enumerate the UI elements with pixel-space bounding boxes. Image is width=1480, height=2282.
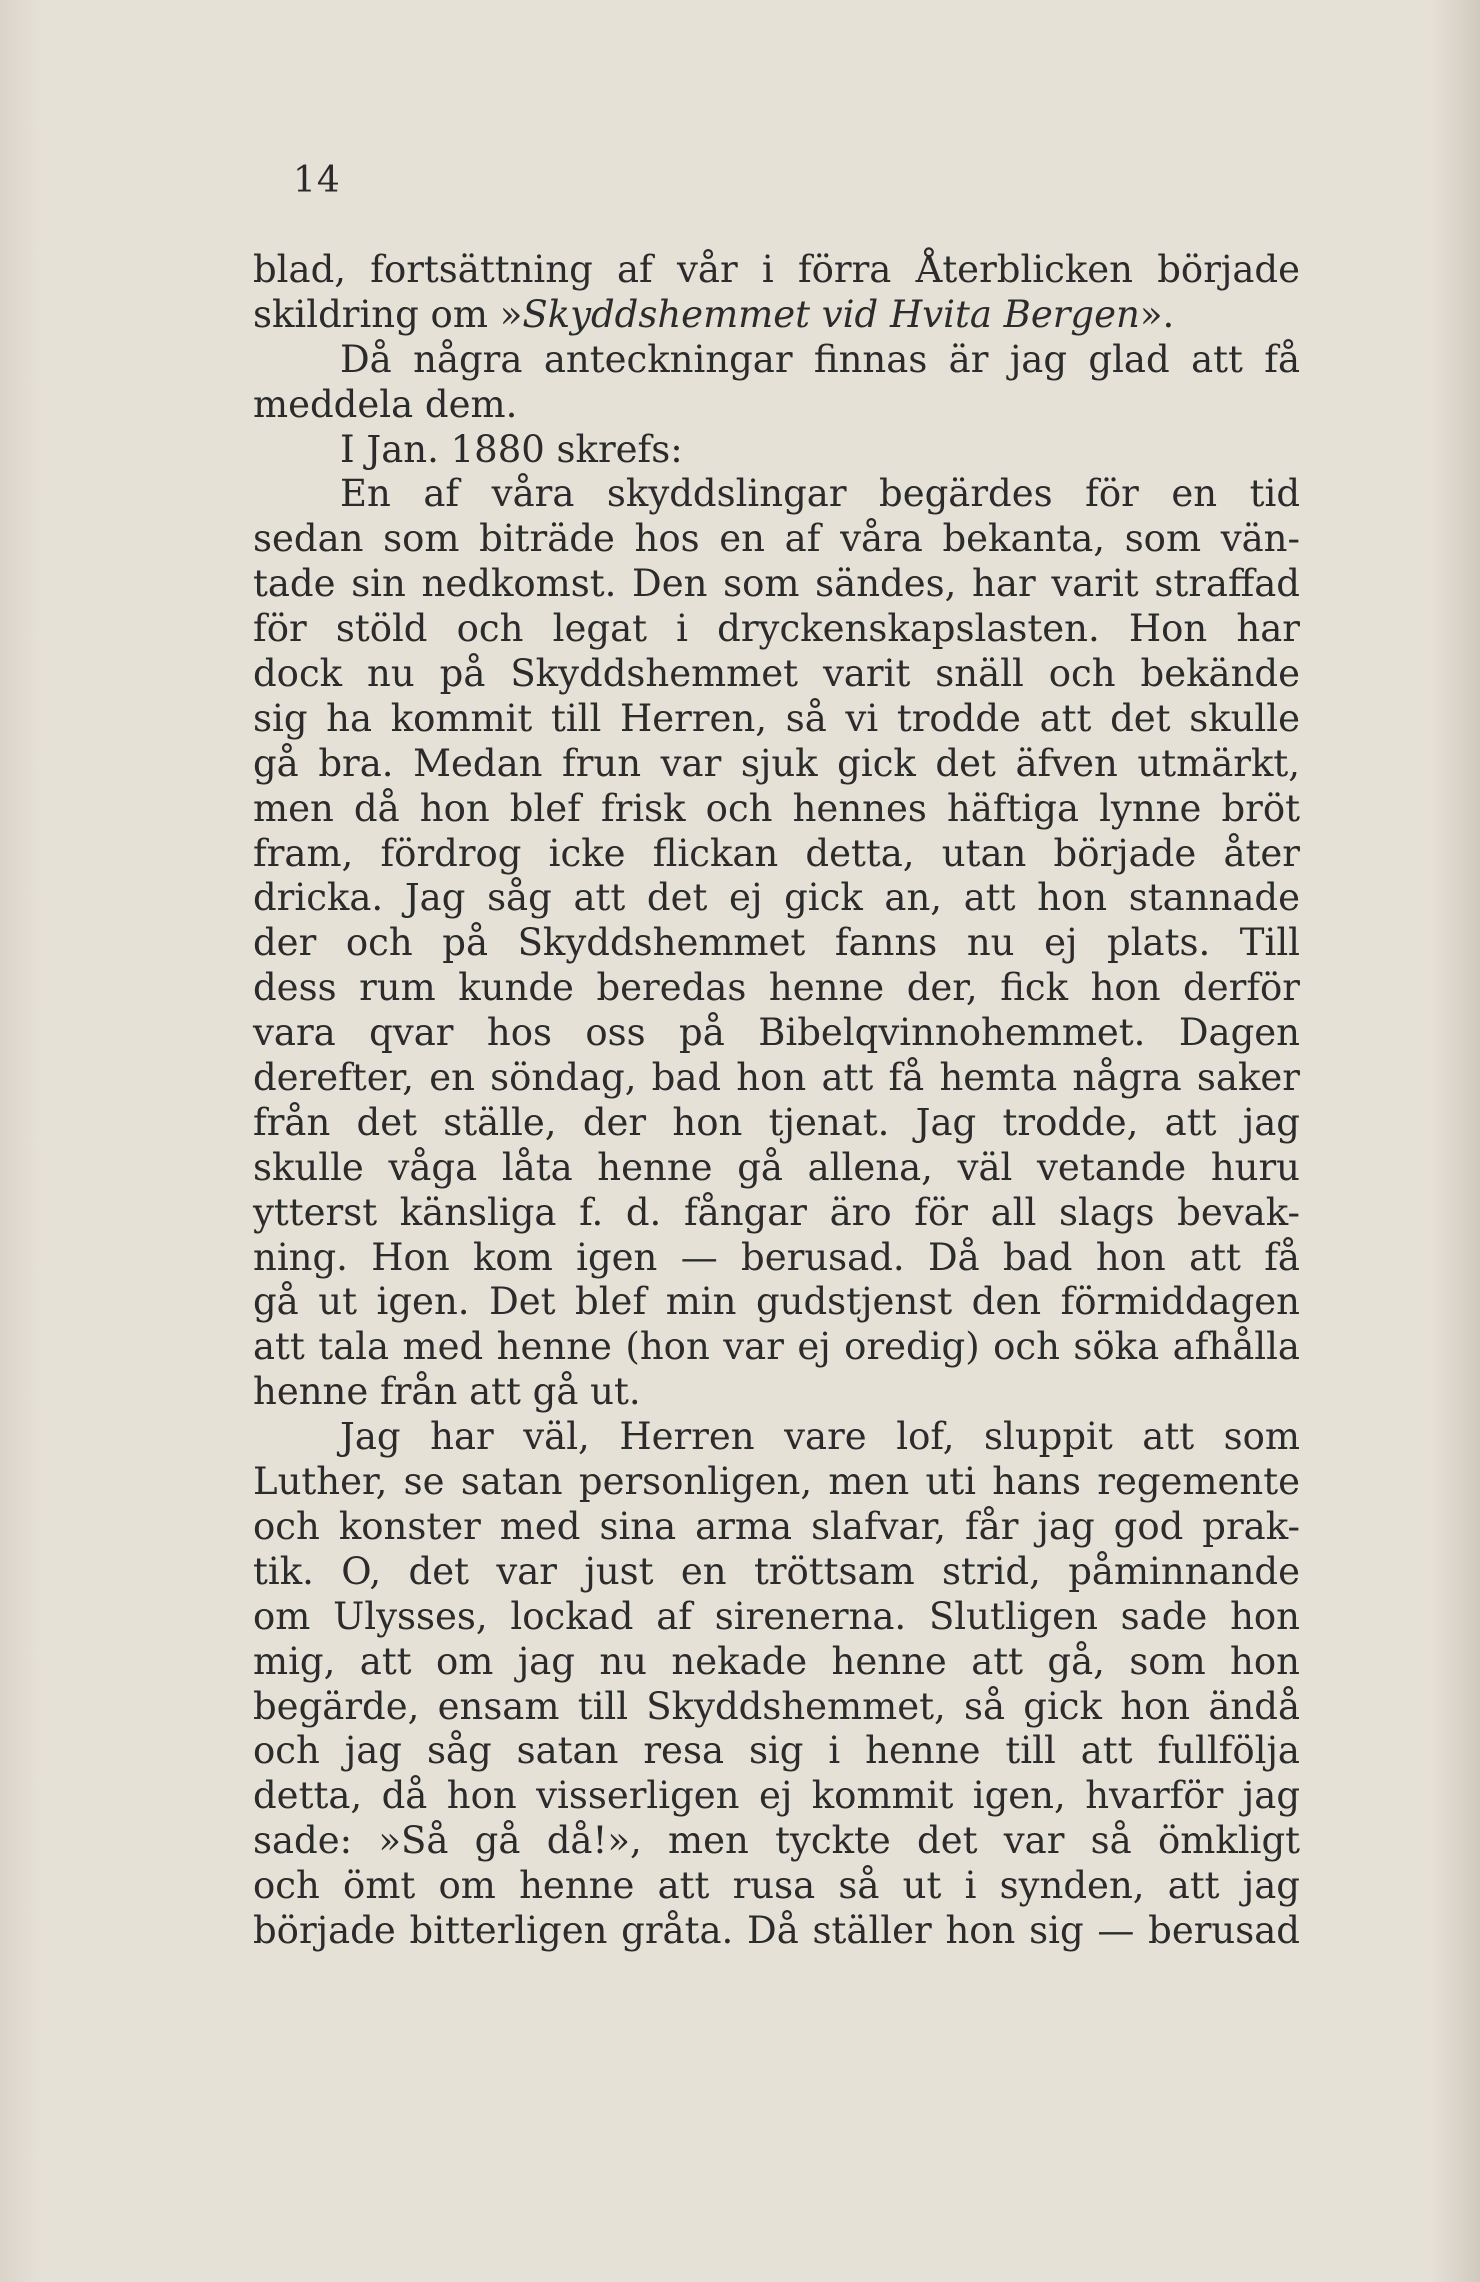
line-prefix: skildring om (253, 292, 500, 336)
text-line: sade: »Så gå då!», men tyckte det var så ömkligt (253, 1819, 1300, 1863)
quote-close: ». (1139, 292, 1175, 336)
text-line: I Jan. 1880 skrefs: (340, 427, 683, 471)
text-line: och konster med sina arma slafvar, får jag god prak- (253, 1504, 1300, 1548)
italic-title: Skyddshemmet vid Hvita Bergen (522, 292, 1140, 336)
text-line: begärde, ensam till Skyddshemmet, så gick hon ändå (253, 1684, 1300, 1728)
text-line: dock nu på Skyddshemmet varit snäll och bekände (253, 652, 1300, 696)
page-number: 14 (293, 160, 341, 201)
text-line: ytterst känsliga f. d. fångar äro för all slags bevak- (253, 1190, 1300, 1234)
text-line: om Ulysses, lockad af sirenerna. Slutligen sade hon (253, 1594, 1300, 1638)
text-line: detta, då hon visserligen ej kommit igen, hvarför jag (253, 1774, 1300, 1818)
text-line-with-italic-title (253, 293, 1300, 338)
text-line: Jag har väl, Herren vare lof, sluppit att som (340, 1415, 1300, 1459)
body-text (253, 248, 1300, 1954)
text-line: dricka. Jag såg att det ej gick an, att hon stannade (253, 876, 1300, 920)
text-line: blad, fortsättning af vår i förra Återblicken började (253, 248, 1300, 291)
text-line: fram, fördrog icke flickan detta, utan började åter (253, 831, 1300, 875)
text-line: skulle våga låta henne gå allena, väl vetande huru (253, 1145, 1300, 1189)
text-line: mig, att om jag nu nekade henne att gå, som hon (253, 1639, 1300, 1683)
text-line: sig ha kommit till Herren, så vi trodde att det skulle (253, 696, 1300, 740)
text-line: vara qvar hos oss på Bibelqvinnohemmet. Dagen (253, 1011, 1300, 1055)
text-line: sedan som biträde hos en af våra bekanta, som vän- (253, 517, 1300, 561)
text-line: gå ut igen. Det blef min gudstjenst den förmiddagen (253, 1280, 1300, 1324)
text-line: ning. Hon kom igen — berusad. Då bad hon att få (253, 1235, 1300, 1279)
text-line: tade sin nedkomst. Den som sändes, har varit straffad (253, 562, 1300, 606)
text-line: derefter, en söndag, bad hon att få hemta några saker (253, 1056, 1300, 1100)
text-line: dess rum kunde beredas henne der, fick hon derför (253, 966, 1300, 1010)
text-line: der och på Skyddshemmet fanns nu ej plats. Till (253, 921, 1300, 965)
text-line: men då hon blef frisk och hennes häftiga lynne bröt (253, 786, 1300, 830)
text-line: för stöld och legat i dryckenskapslasten. Hon har (253, 607, 1300, 651)
text-line: började bitterligen gråta. Då ställer hon sig — berusad (253, 1908, 1300, 1952)
text-line: tik. O, det var just en tröttsam strid, påminnande (253, 1549, 1300, 1593)
text-line: gå bra. Medan frun var sjuk gick det äfven utmärkt, (253, 741, 1300, 785)
quote-open: » (499, 292, 523, 336)
text-line: att tala med henne (hon var ej oredig) och söka afhålla (253, 1325, 1300, 1369)
text-line: Luther, se satan personligen, men uti hans regemente (253, 1460, 1300, 1504)
text-line: meddela dem. (253, 382, 518, 426)
text-line: En af våra skyddslingar begärdes för en tid (340, 472, 1300, 516)
text-line: henne från att gå ut. (253, 1370, 641, 1414)
text-line: Då några anteckningar finnas är jag glad att få (340, 337, 1300, 381)
text-line: och jag såg satan resa sig i henne till att fullfölja (253, 1729, 1300, 1773)
text-line: från det ställe, der hon tjenat. Jag trodde, att jag (253, 1100, 1300, 1144)
text-line: och ömt om henne att rusa så ut i synden, att jag (253, 1864, 1300, 1908)
